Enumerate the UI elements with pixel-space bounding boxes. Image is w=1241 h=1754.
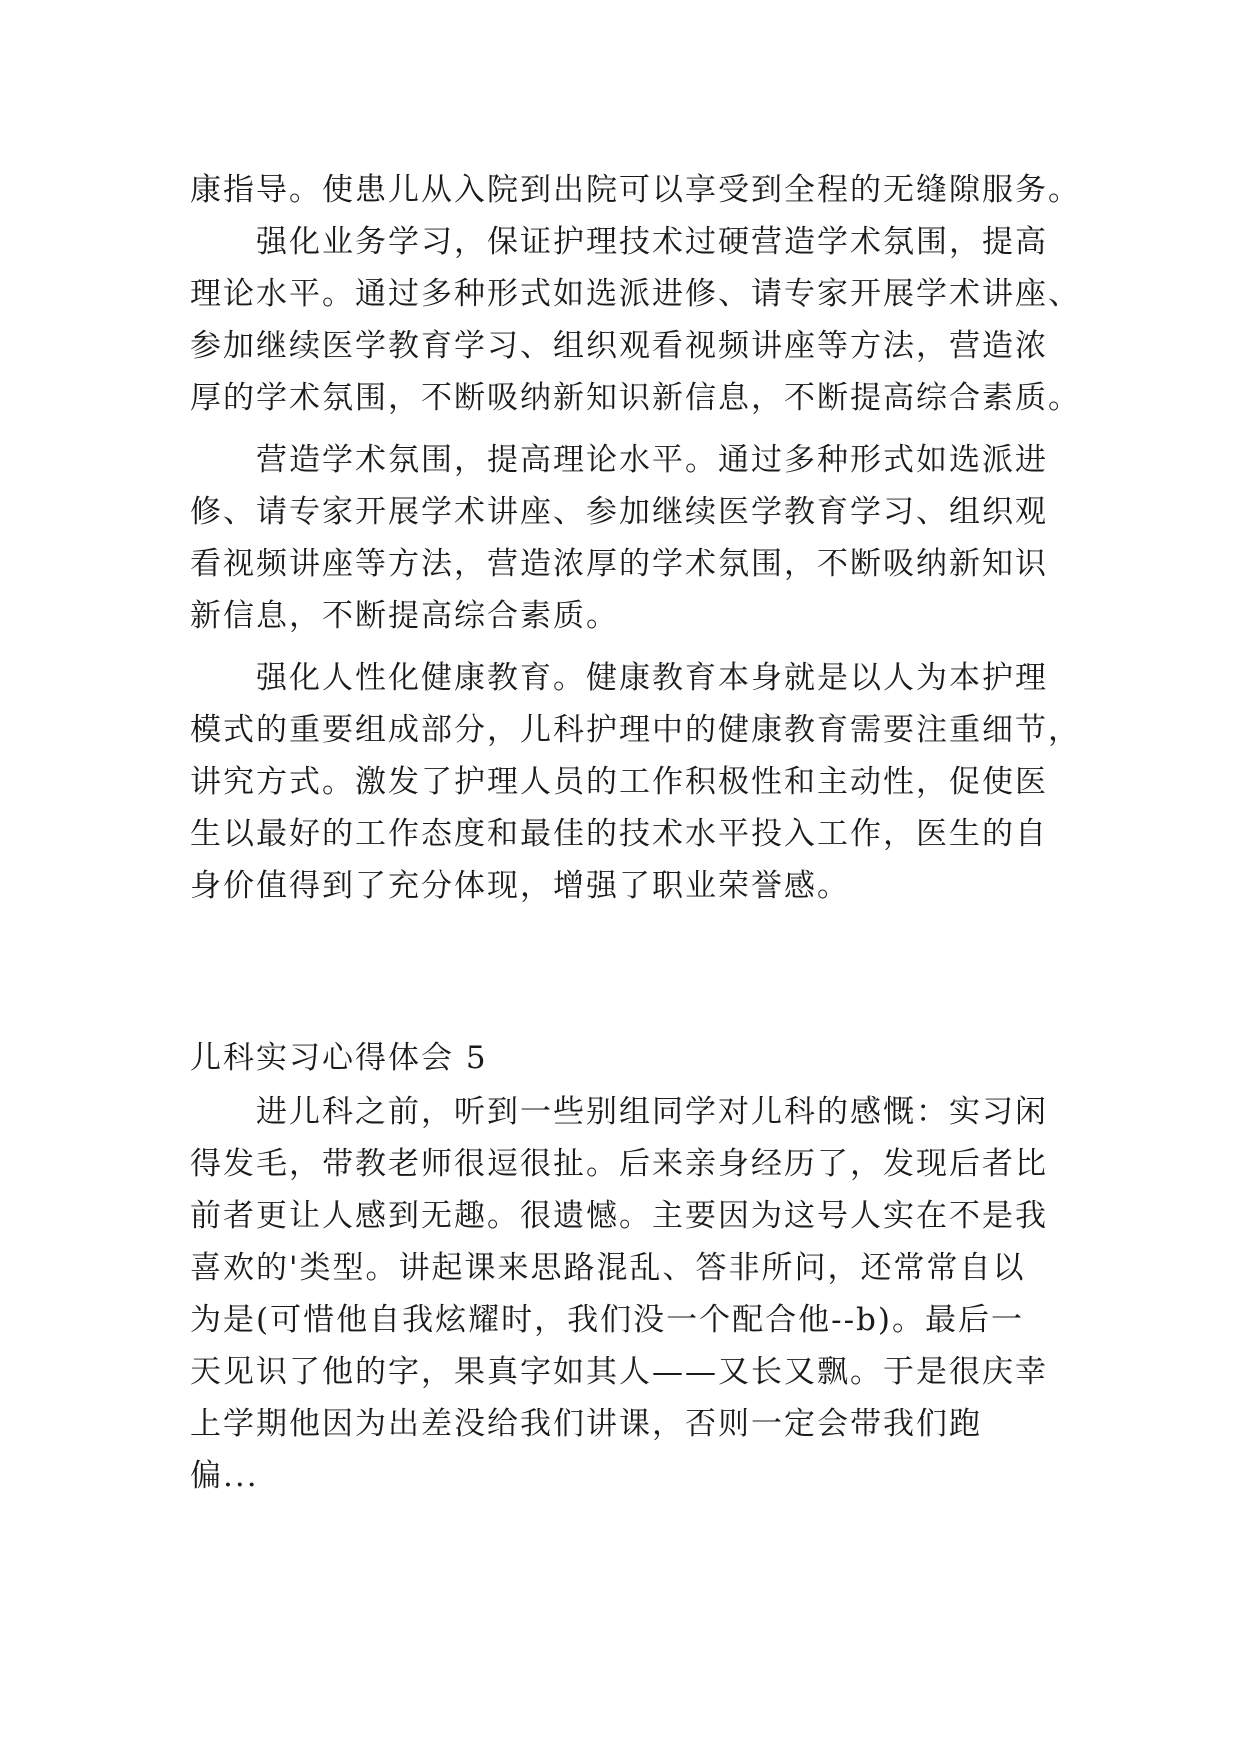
paragraph-line: 理论水平。通过多种形式如选派进修、请专家开展学术讲座、 [190, 276, 1081, 312]
paragraph-line: 营造学术氛围，提高理论水平。通过多种形式如选派进 [256, 442, 1048, 478]
paragraph-line: 生以最好的工作态度和最佳的技术水平投入工作，医生的自 [190, 816, 1048, 852]
paragraph-line: 喜欢的'类型。讲起课来思路混乱、答非所问，还常常自以 [190, 1250, 1026, 1286]
paragraph-line: 新信息，不断提高综合素质。 [190, 598, 619, 634]
paragraph-line: 模式的重要组成部分，儿科护理中的健康教育需要注重细节， [190, 712, 1081, 748]
section-title: 儿科实习心得体会 5 [190, 1040, 488, 1076]
paragraph-line: 偏... [190, 1458, 259, 1494]
paragraph-line: 讲究方式。激发了护理人员的工作积极性和主动性，促使医 [190, 764, 1048, 800]
paragraph-continuation [190, 164, 1081, 216]
paragraph-line: 身价值得到了充分体现，增强了职业荣誉感。 [190, 868, 850, 904]
paragraph-line: 天见识了他的字，果真字如其人——又长又飘。于是很庆幸 [190, 1354, 1048, 1390]
paragraph-line: 得发毛，带教老师很逗很扯。后来亲身经历了，发现后者比 [190, 1146, 1048, 1182]
paragraph-line: 强化人性化健康教育。健康教育本身就是以人为本护理 [256, 660, 1048, 696]
paragraph-line: 参加继续医学教育学习、组织观看视频讲座等方法，营造浓 [190, 328, 1048, 364]
paragraph-line: 康指导。使患儿从入院到出院可以享受到全程的无缝隙服务。 [190, 172, 1081, 208]
paragraph-line: 为是(可惜他自我炫耀时，我们没一个配合他--b)。最后一 [190, 1302, 1024, 1338]
paragraph-line: 进儿科之前，听到一些别组同学对儿科的感慨：实习闲 [256, 1094, 1048, 1130]
paragraph-health-education [190, 652, 1081, 912]
paragraph-study [190, 216, 1081, 424]
paragraph-line: 强化业务学习，保证护理技术过硬营造学术氛围，提高 [256, 224, 1048, 260]
paragraph-line: 上学期他因为出差没给我们讲课，否则一定会带我们跑 [190, 1406, 982, 1442]
paragraph-pediatrics [190, 1086, 1070, 1502]
paragraph-line: 厚的学术氛围，不断吸纳新知识新信息，不断提高综合素质。 [190, 380, 1081, 416]
paragraph-line: 修、请专家开展学术讲座、参加继续医学教育学习、组织观 [190, 494, 1048, 530]
paragraph-atmosphere [190, 434, 1070, 642]
paragraph-line: 前者更让人感到无趣。很遗憾。主要因为这号人实在不是我 [190, 1198, 1048, 1234]
paragraph-line: 看视频讲座等方法，营造浓厚的学术氛围，不断吸纳新知识 [190, 546, 1048, 582]
